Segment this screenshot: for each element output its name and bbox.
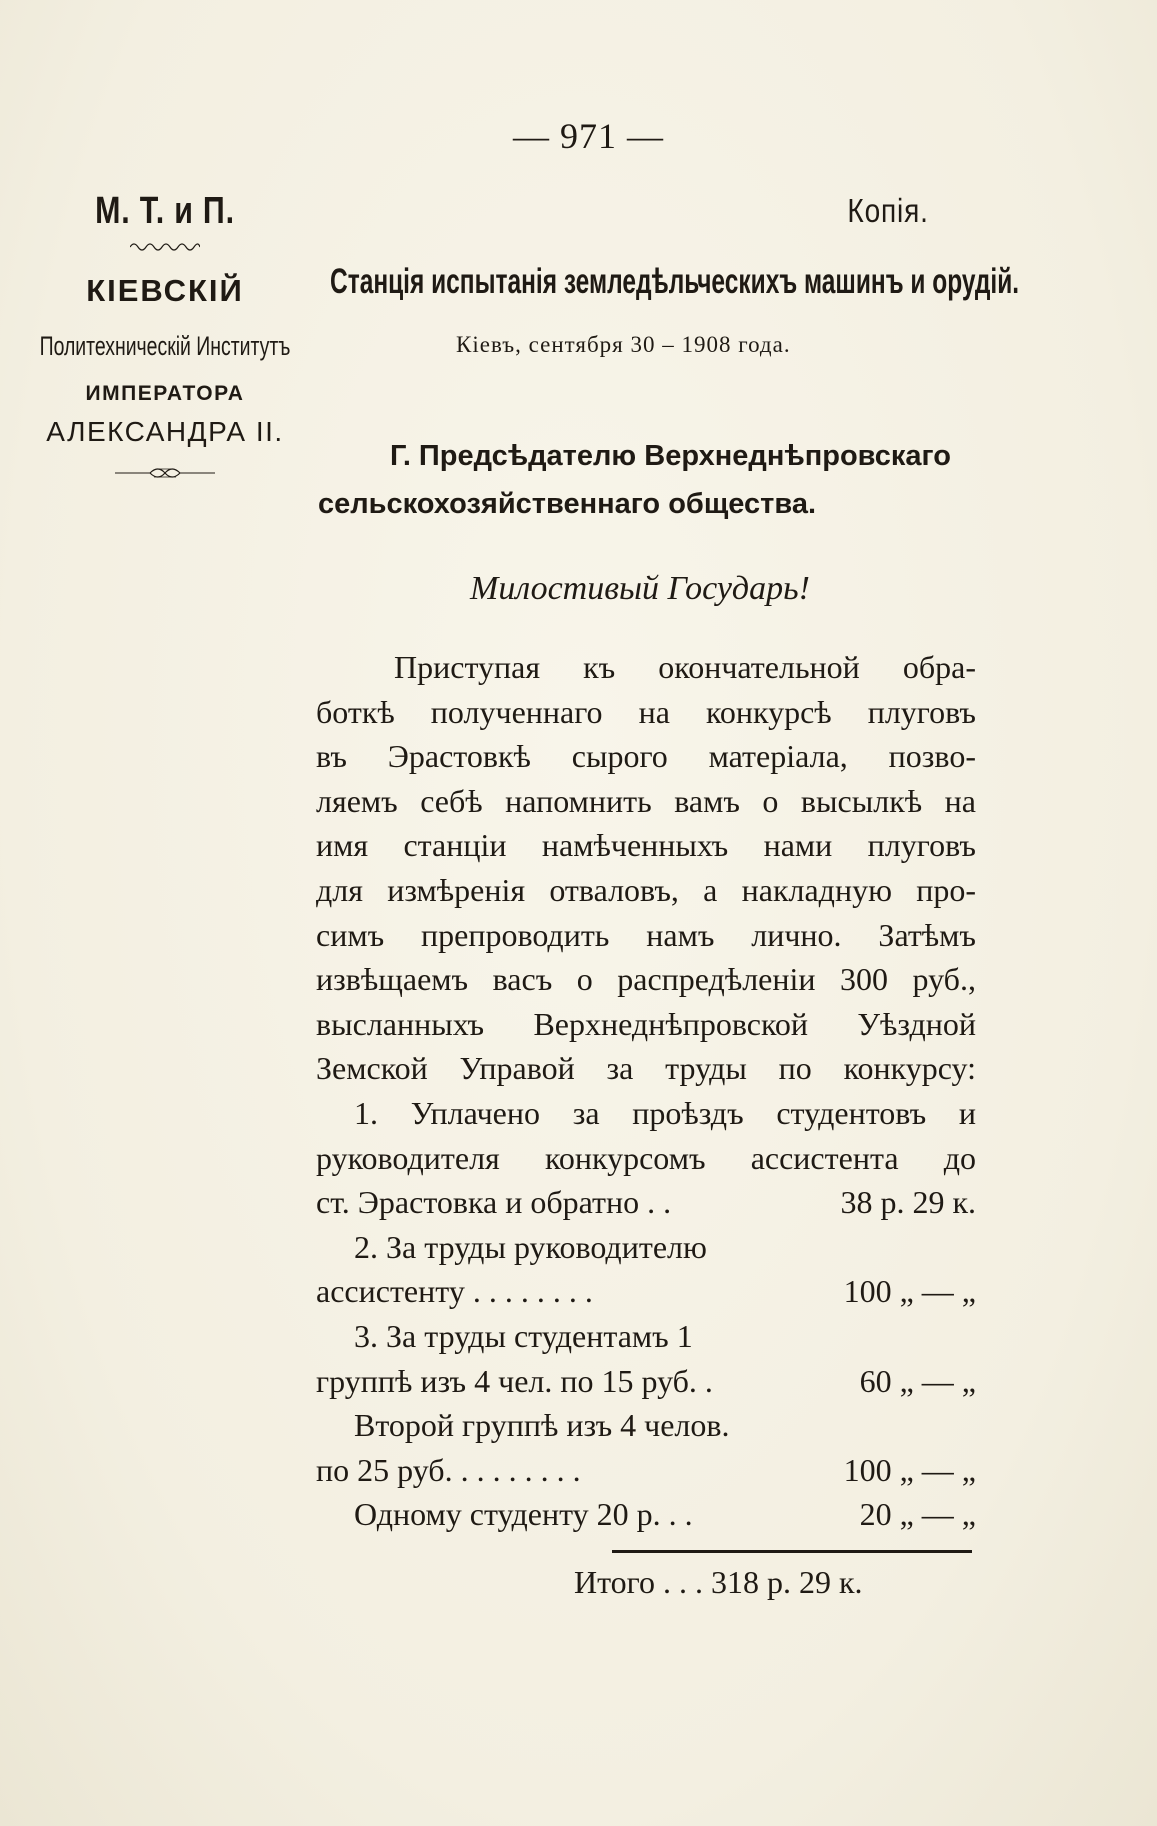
item-3c-label: Одному студенту 20 р. . . (354, 1496, 693, 1533)
text-line (316, 1136, 976, 1181)
word: плуговъ (867, 693, 976, 730)
word: проѣздъ (632, 1094, 744, 1131)
station-title: Станція испытанія земледѣльческихъ машинъ и орудій. (330, 262, 1020, 301)
item-1-amount: 38 р. 29 к. (840, 1184, 976, 1221)
dateline: Кіевъ, сентября 30 – 1908 года. (456, 332, 791, 357)
word: сырого (571, 738, 668, 775)
item-3c-total-line (316, 1492, 976, 1537)
text-line (316, 823, 976, 868)
divider-ornament-icon (110, 462, 220, 484)
addressee (318, 432, 978, 528)
item-3-amount: 60 „ — „ (859, 1362, 976, 1399)
word: Уѣздной (857, 1005, 976, 1042)
word: труды (665, 1050, 747, 1087)
emperor-label: ИМПЕРАТОРА (85, 382, 245, 405)
text-line (316, 645, 976, 690)
text-line (316, 1046, 976, 1091)
word: матеріала, (708, 738, 848, 775)
word: вамъ (674, 782, 740, 819)
word: имя (316, 827, 369, 864)
item-3-line (316, 1314, 976, 1359)
item-1-total-line (316, 1180, 976, 1225)
word: о (576, 961, 593, 998)
word: на (638, 693, 670, 730)
word: высылкѣ (800, 782, 923, 819)
word: напомнить (505, 782, 652, 819)
word: ассистента (750, 1139, 899, 1176)
item-3b-line (316, 1403, 976, 1448)
word: лично. (751, 916, 842, 953)
word: себѣ (420, 782, 483, 819)
word: симъ (316, 916, 385, 953)
squiggle-ornament-icon (130, 241, 200, 251)
word: про- (916, 871, 976, 908)
word: руководителя (316, 1139, 500, 1176)
word: за (606, 1050, 634, 1087)
word: для (316, 871, 363, 908)
word: 1. (354, 1094, 378, 1131)
sum-rule (612, 1550, 972, 1553)
word: окончательной (658, 649, 860, 685)
letter-body (316, 645, 976, 1537)
word: васъ (492, 961, 553, 998)
addressee-line-1: Г. Предсѣдателю Верхнеднѣпровскаго (390, 440, 951, 472)
word: конкурсомъ (544, 1139, 706, 1176)
word: студентовъ (776, 1094, 927, 1131)
item-2-heading: 2. За труды руководителю (354, 1228, 707, 1265)
word: накладную (741, 871, 892, 908)
text-line (316, 779, 976, 824)
word: плуговъ (867, 827, 976, 864)
word: Земской (316, 1050, 428, 1087)
word: по (778, 1050, 812, 1087)
word: распредѣленіи (617, 961, 816, 998)
item-2-total-line (316, 1269, 976, 1314)
text-line (316, 690, 976, 735)
body-paragraph (316, 645, 976, 1091)
item-3b-label: по 25 руб. . . . . . . . . (316, 1451, 581, 1488)
word: за (572, 1094, 600, 1131)
item-2-label: ассистенту . . . . . . . . (316, 1273, 593, 1310)
text-line (316, 913, 976, 958)
word: полученнаго (430, 693, 603, 730)
item-1-label: ст. Эрастовка и обратно . . (316, 1184, 672, 1221)
item-3b-amount: 100 „ — „ (843, 1451, 976, 1488)
word: до (943, 1139, 976, 1176)
word: Уплачено (410, 1094, 540, 1131)
item-2-line (316, 1225, 976, 1270)
word: и (958, 1094, 976, 1131)
item-3-heading: 3. За труды студентамъ 1 (354, 1317, 693, 1354)
word: позво- (888, 738, 976, 775)
item-3b-heading: Второй группѣ изъ 4 челов. (354, 1407, 730, 1444)
word: нами (763, 827, 833, 864)
text-line (316, 868, 976, 913)
word: ляемъ (316, 782, 398, 819)
word: на (944, 782, 976, 819)
item-2-amount: 100 „ — „ (843, 1273, 976, 1310)
text-line (316, 1091, 976, 1136)
word: къ (583, 649, 616, 685)
addressee-line-2: сельскохозяйственнаго общества. (318, 488, 816, 520)
word: о (762, 782, 779, 819)
word: намъ (646, 916, 715, 953)
word: Управой (459, 1050, 575, 1087)
text-line (316, 957, 976, 1002)
text-line (316, 1002, 976, 1047)
word: отваловъ, (549, 871, 679, 908)
copy-label: Копія. (847, 192, 929, 229)
word: извѣщаемъ (316, 961, 469, 998)
word: измѣренія (387, 871, 526, 908)
word: боткѣ (316, 693, 395, 730)
item-3c-amount: 20 „ — „ (859, 1496, 976, 1533)
word: въ (316, 738, 347, 775)
letterhead-left (40, 190, 290, 488)
text-line (316, 734, 976, 779)
word: конкурсѣ (705, 693, 832, 730)
grand-total: Итого . . . 318 р. 29 к. (574, 1564, 863, 1600)
word: станціи (403, 827, 507, 864)
word: Эрастовкѣ (387, 738, 531, 775)
page-number: — 971 — (513, 116, 664, 156)
word: намѣченныхъ (541, 827, 729, 864)
word: Приступая (394, 649, 541, 685)
item-3-label: группѣ изъ 4 чел. по 15 руб. . (316, 1362, 713, 1399)
word: высланныхъ (316, 1005, 485, 1042)
ministry-label: М. Т. и П. (95, 190, 235, 232)
word: 300 (840, 961, 889, 998)
emperor-name: АЛЕКСАНДРА II. (46, 416, 284, 447)
item-1 (316, 1091, 976, 1180)
word: препроводить (420, 916, 610, 953)
salutation: Милостивый Государь! (470, 570, 810, 607)
institution-name: Политехническій Институтъ (39, 331, 291, 361)
word: а (703, 871, 718, 908)
item-3-total-line (316, 1359, 976, 1404)
word: Верхнеднѣпровской (533, 1005, 808, 1042)
word: обра- (902, 649, 976, 685)
institution-city: КІЕВСКІЙ (86, 273, 244, 308)
item-3b-total-line (316, 1448, 976, 1493)
word: конкурсу: (843, 1050, 976, 1087)
word: Затѣмъ (878, 916, 976, 953)
word: руб., (912, 961, 976, 998)
